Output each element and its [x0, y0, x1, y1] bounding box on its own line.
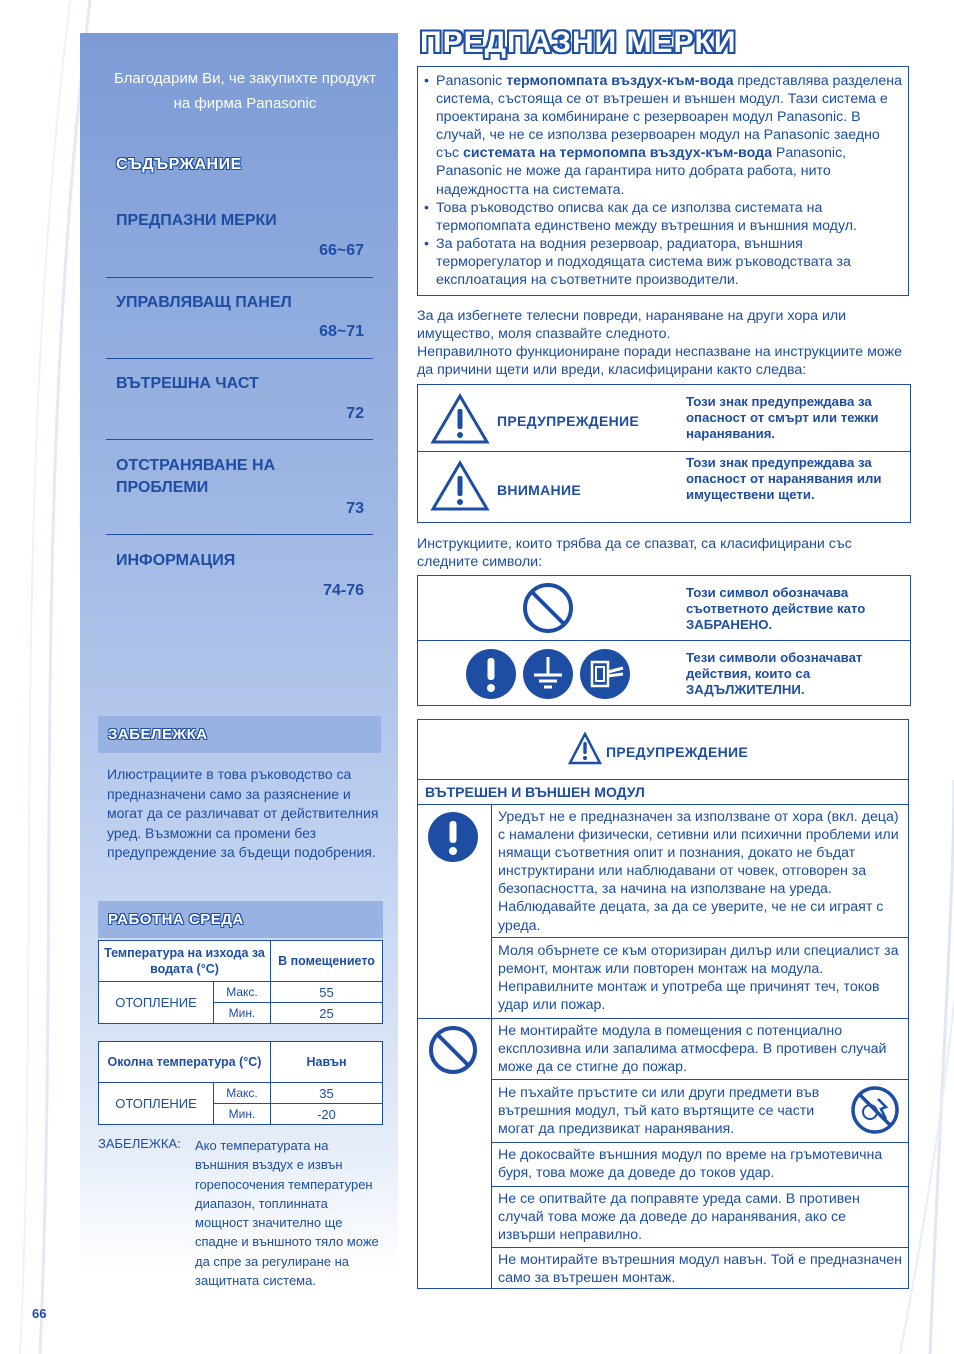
- symbol-row-mandatory: [418, 640, 910, 706]
- warning-row-text: Уредът не е предназначен за използване от хора (вкл. деца) с намалени физически, сетивни или психични проблеми или нямащи съответния опит и познания, докато не бъдат инструктирани или наблюдавани от човек, отговорен за безопасността, за начина на използване на уреда. Наблюдавайте децата, за да се уверите, че не си играят с уреда.: [498, 809, 899, 934]
- sign-label: ПРЕДУПРЕЖДЕНИЕ: [497, 413, 640, 429]
- warning-row-text: Не монтирайте модула в помещения с потенциално експлозивна или запалима атмосфера. В противен случай може да се стигне до пожар.: [498, 1023, 887, 1076]
- env-header-left: Околна температура (°C): [99, 1042, 271, 1083]
- env-min-value: 25: [271, 1003, 383, 1024]
- note-header: [98, 716, 381, 753]
- symbol-table: [417, 575, 911, 706]
- toc-pages: 72: [346, 405, 364, 422]
- sign-table: [417, 384, 911, 523]
- toc-title: СЪДЪРЖАНИЕ: [116, 156, 242, 173]
- warning-row-text: Не монтирайте вътрешния модул навън. Той е предназначен само за вътрешен монтаж.: [498, 1252, 903, 1287]
- divider: [491, 1142, 908, 1143]
- env-mode: ОТОПЛЕНИЕ: [99, 1083, 214, 1125]
- warning-table-title: ПРЕДУПРЕЖДЕНИЕ: [606, 744, 749, 760]
- earth-ground-icon: [522, 648, 574, 700]
- warning-row-text: Не докосвайте външния модул по време на гръмотевична буря, това може да доведе до токов удар.: [498, 1147, 883, 1182]
- warning-table-subtitle: ВЪТРЕШЕН И ВЪНШЕН МОДУЛ: [425, 784, 645, 800]
- warning-row-text: Моля обърнете се към оторизиран дилър или специалист за ремонт, монтаж или повторен монтаж на модула. Неправилните монтаж и употреба ще причинят теч, токов удар или пожар.: [498, 943, 899, 1014]
- env-max-value: 35: [271, 1083, 383, 1104]
- toc-label: ПРЕДПАЗНИ МЕРКИ: [116, 212, 277, 229]
- toc-item-indoor-unit[interactable]: [116, 373, 372, 422]
- paragraph-malfunction: Неправилното функциониране поради неспазване на инструкциите може да причини щети или вреди, класифицирани както следва:: [417, 344, 902, 378]
- divider: [418, 779, 908, 780]
- env-header: [98, 901, 383, 938]
- symbol-row-prohibited: [418, 576, 910, 640]
- intro-item: • За работата на водния резервоар, радиатора, външния терморегулатор и подходящата система виж ръководствата за експлоатация на съответните производители.: [424, 235, 902, 289]
- caution-triangle-icon: [430, 460, 490, 512]
- warning-triangle-icon: [430, 393, 490, 445]
- intro-item: • Това ръководство описва как да се използва системата на термопомпата единствено между вътрешния и външния модул.: [424, 199, 902, 235]
- intro-item: • Panasonic термопомпата въздух-към-вода представлява разделена система, състояща се от вътрешен и външен модул. Тази система е проектирана за комбиниране с резервоарен модул Panasonic. В случай, че не се използва резервоарен модул на Panasonic заедно със системата на термопомпа въздух-към-вода Panasonic, Panasonic не може да гарантира нито добрата работа, нито надеждността на системата.: [424, 72, 902, 199]
- toc-label: УПРАВЛЯВАЩ ПАНЕЛ: [116, 294, 292, 311]
- env-note-label: ЗАБЕЛЕЖКА:: [98, 1136, 181, 1151]
- toc-item-precautions[interactable]: [116, 210, 372, 259]
- env-table-ambient: [98, 1041, 383, 1125]
- toc-item-information[interactable]: [116, 550, 372, 599]
- toc-label: ОТСТРАНЯВАНЕ НА ПРОБЛЕМИ: [116, 457, 276, 496]
- paragraph-symbols: Инструкциите, които трябва да се спазват, са класифицирани със следните символи:: [417, 536, 852, 570]
- env-header-left: Температура на изхода за водата (°C): [99, 941, 271, 982]
- warning-triangle-icon: [568, 732, 602, 766]
- toc-pages: 66~67: [319, 242, 364, 259]
- sign-label: ВНИМАНИЕ: [497, 482, 581, 498]
- warning-row-text: Не пъхайте пръстите си или други предмети във вътрешния модул, тъй като въртящите се части могат да предизвикат наранявания.: [498, 1085, 820, 1138]
- env-max-label: Макс.: [214, 1083, 271, 1104]
- toc-label: ИНФОРМАЦИЯ: [116, 552, 236, 569]
- divider: [491, 804, 492, 1288]
- page-title: ПРЕДПАЗНИ МЕРКИ: [420, 26, 737, 59]
- divider: [491, 1247, 908, 1248]
- toc-divider: [106, 277, 373, 278]
- page-number: 66: [32, 1306, 47, 1321]
- note-text: Илюстрациите в това ръководство са предназначени само за разяснение и могат да се различават от действителния уред. Възможни са промени без предупреждение за бъдещи подобрения.: [107, 766, 379, 860]
- toc-divider: [106, 439, 373, 440]
- prohibited-icon: [427, 1024, 479, 1076]
- env-header-right: Навън: [271, 1042, 383, 1083]
- env-title: РАБОТНА СРЕДА: [108, 911, 244, 928]
- divider: [491, 1079, 908, 1080]
- no-fingers-fan-icon: [850, 1085, 900, 1135]
- toc-label: ВЪТРЕШНА ЧАСТ: [116, 375, 259, 392]
- warning-row-text: Не се опитвайте да поправяте уреда сами. В противен случай това може да доведе до наранявания, ако се извърши неправилно.: [498, 1191, 860, 1244]
- intro-list: [418, 67, 908, 289]
- symbol-desc: Тези символи обозначават действия, които са ЗАДЪЛЖИТЕЛНИ.: [686, 650, 863, 697]
- note-title: ЗАБЕЛЕЖКА: [108, 726, 208, 743]
- intro-box: [417, 66, 909, 296]
- sign-desc: Този знак предупреждава за опасност от смърт или тежки наранявания.: [686, 394, 879, 441]
- mandatory-exclamation-icon: [427, 811, 479, 863]
- unplug-icon: [579, 648, 631, 700]
- toc-pages: 68~71: [319, 323, 364, 340]
- sign-row-caution: [418, 451, 910, 523]
- warning-table: [417, 719, 909, 1289]
- env-mode: ОТОПЛЕНИЕ: [99, 982, 214, 1024]
- toc-divider: [106, 358, 373, 359]
- env-min-label: Мин.: [214, 1104, 271, 1125]
- mandatory-exclamation-icon: [465, 648, 517, 700]
- toc-divider: [106, 534, 373, 535]
- env-header-right: В помещението: [271, 941, 383, 982]
- env-table-water: [98, 940, 383, 1024]
- divider: [491, 937, 908, 938]
- toc-pages: 73: [346, 500, 364, 517]
- prohibited-icon: [521, 581, 575, 635]
- sign-row-warning: [418, 385, 910, 451]
- paragraph-avoid-injury: За да избегнете телесни повреди, нараняване на други хора или имущество, моля спазвайте следното.: [417, 308, 847, 342]
- sign-desc: Този знак предупреждава за опасност от наранявания или имуществени щети.: [686, 455, 882, 502]
- divider: [491, 1186, 908, 1187]
- symbol-desc: Този символ обозначава съответното действие като ЗАБРАНЕНО.: [686, 585, 866, 632]
- thanks-text: Благодарим Ви, че закупихте продукт на фирма Panasonic: [113, 70, 377, 112]
- env-note-text: Ако температурата на външния въздух е извън горепосочения температурен диапазон, топлинната мощност значително ще спадне и външното тяло може да спре за регулиране на защитната система.: [195, 1138, 379, 1289]
- toc-item-troubleshooting[interactable]: [116, 455, 316, 499]
- env-max-value: 55: [271, 982, 383, 1003]
- env-max-label: Макс.: [214, 982, 271, 1003]
- divider: [418, 1018, 908, 1019]
- env-min-label: Мин.: [214, 1003, 271, 1024]
- toc-pages: 74-76: [323, 582, 364, 599]
- toc-item-control-panel[interactable]: [116, 292, 372, 340]
- env-min-value: -20: [271, 1104, 383, 1125]
